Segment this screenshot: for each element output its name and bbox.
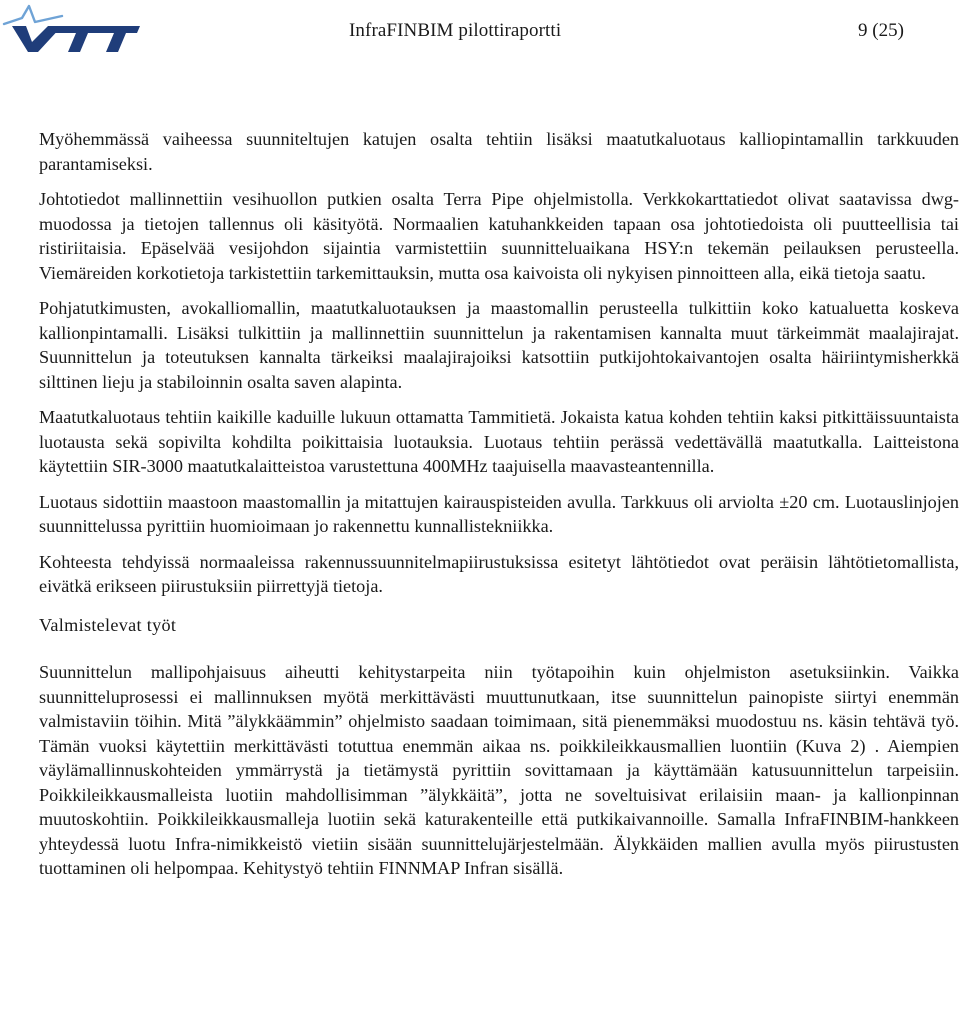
paragraph: Kohteesta tehdyissä normaaleissa rakennussuunnitelmapiirustuksissa esitetyt lähtötiedot ovat peräisin lähtötietomallista, eivätkä erikseen piirustuksiin piirrettyjä tietoja. [39,551,959,596]
paragraph: Pohjatutkimusten, avokalliomallin, maatutkaluotauksen ja maastomallin perusteella tulkittiin koko katualuetta koskeva kallionpintamalli. Lisäksi tulkittiin ja mallinnettiin suunnittelun ja rakentamisen kannalta muut tärkeimmät maalajirajat. Suunnittelun ja toteutuksen kannalta tärkeiksi maalajirajoiksi katsottiin putkijohtokaivantojen osalta häiriintymisherkkä silttinen lieju ja stabiloinnin osalta saven alapinta. [39,298,959,392]
paragraph: Myöhemmässä vaiheessa suunniteltujen katujen osalta tehtiin lisäksi maatutkaluotaus kalliopintamallin tarkkuuden parantamiseksi. [39,129,959,174]
section-heading: Valmistelevat työt [39,614,177,635]
paragraph: Luotaus sidottiin maastoon maastomallin ja mitattujen kairauspisteiden avulla. Tarkkuus oli arviolta ±20 cm. Luotauslinjojen suunnittelussa pyrittiin huomioimaan jo rakennettu kunnallistekniikka. [39,491,959,536]
document-body [39,127,959,892]
vtt-logo [2,2,142,54]
paragraph: Maatutkaluotaus tehtiin kaikille kaduille lukuun ottamatta Tammitietä. Jokaista katua kohden tehtiin kaksi pitkittäissuuntaista luotausta sekä sopivilta kohdilta poikittaisia luotauksia. Luotaus tehtiin perässä vedettävällä maatutkalla. Laitteistona käytettiin SIR-3000 maatutkalaitteistoa varustettuna 400MHz taajuisella maavasteantennilla. [39,407,959,476]
document-title: InfraFINBIM pilottiraportti [349,20,562,41]
paragraph: Suunnittelun mallipohjaisuus aiheutti kehitystarpeita niin työtapoihin kuin ohjelmiston asetuksiinkin. Vaikka suunnitteluprosessi ei mallinnuksen myötä merkittävästi muuttunutkaan, itse suunnittelun painopiste siirtyi enemmän valmistaviin töihin. Mitä ”älykkäämmin” ohjelmisto saadaan toimimaan, sitä pienemmäksi muodostuu ns. käsin tehtävä työ. Tämän vuoksi käytettiin merkittävästi totuttua enemmän aikaa ns. poikkileikkausmallien luontiin (Kuva 2) . Aiempien väylämallinnuskohteiden ymmärrystä ja tietämystä pyrittiin sovittamaan ja käyttämään katusuunnittelun tarpeisiin. Poikkileikkausmalleista luotiin mahdollisimman ”älykkäitä”, jotta ne soveltuisivat erilaisiin maan- ja kallionpinnan muutoskohtiin. Poikkileikkausmalleja luotiin sekä katurakenteille että putkikaivannoille. Samalla InfraFINBIM-hankkeen yhteydessä luotu Infra-nimikkeistö vietiin sisään suunnittelujärjestelmään. Älykkäiden mallien avulla myös piirustusten tuottaminen oli helpompaa. Kehitystyö tehtiin FINNMAP Infran sisällä. [39,662,959,878]
paragraph: Johtotiedot mallinnettiin vesihuollon putkien osalta Terra Pipe ohjelmistolla. Verkkokarttatiedot olivat saatavissa dwg-muodossa ja tietojen tallennus oli käsityötä. Normaalien katuhankkeiden tapaan osa johtotiedoista oli puutteellisia tai ristiriitaisia. Epäselvää vesijohdon sijaintia varmistettiin suunnitteluaikana HSY:n tekemän peilauksen perusteella. Viemäreiden korkotietoja tarkistettiin tarkemittauksin, mutta osa kaivoista oli nykyisen pinnoitteen alla, eikä tietoja saatu. [39,189,959,283]
page-header [0,0,960,70]
page-number: 9 (25) [858,20,904,41]
